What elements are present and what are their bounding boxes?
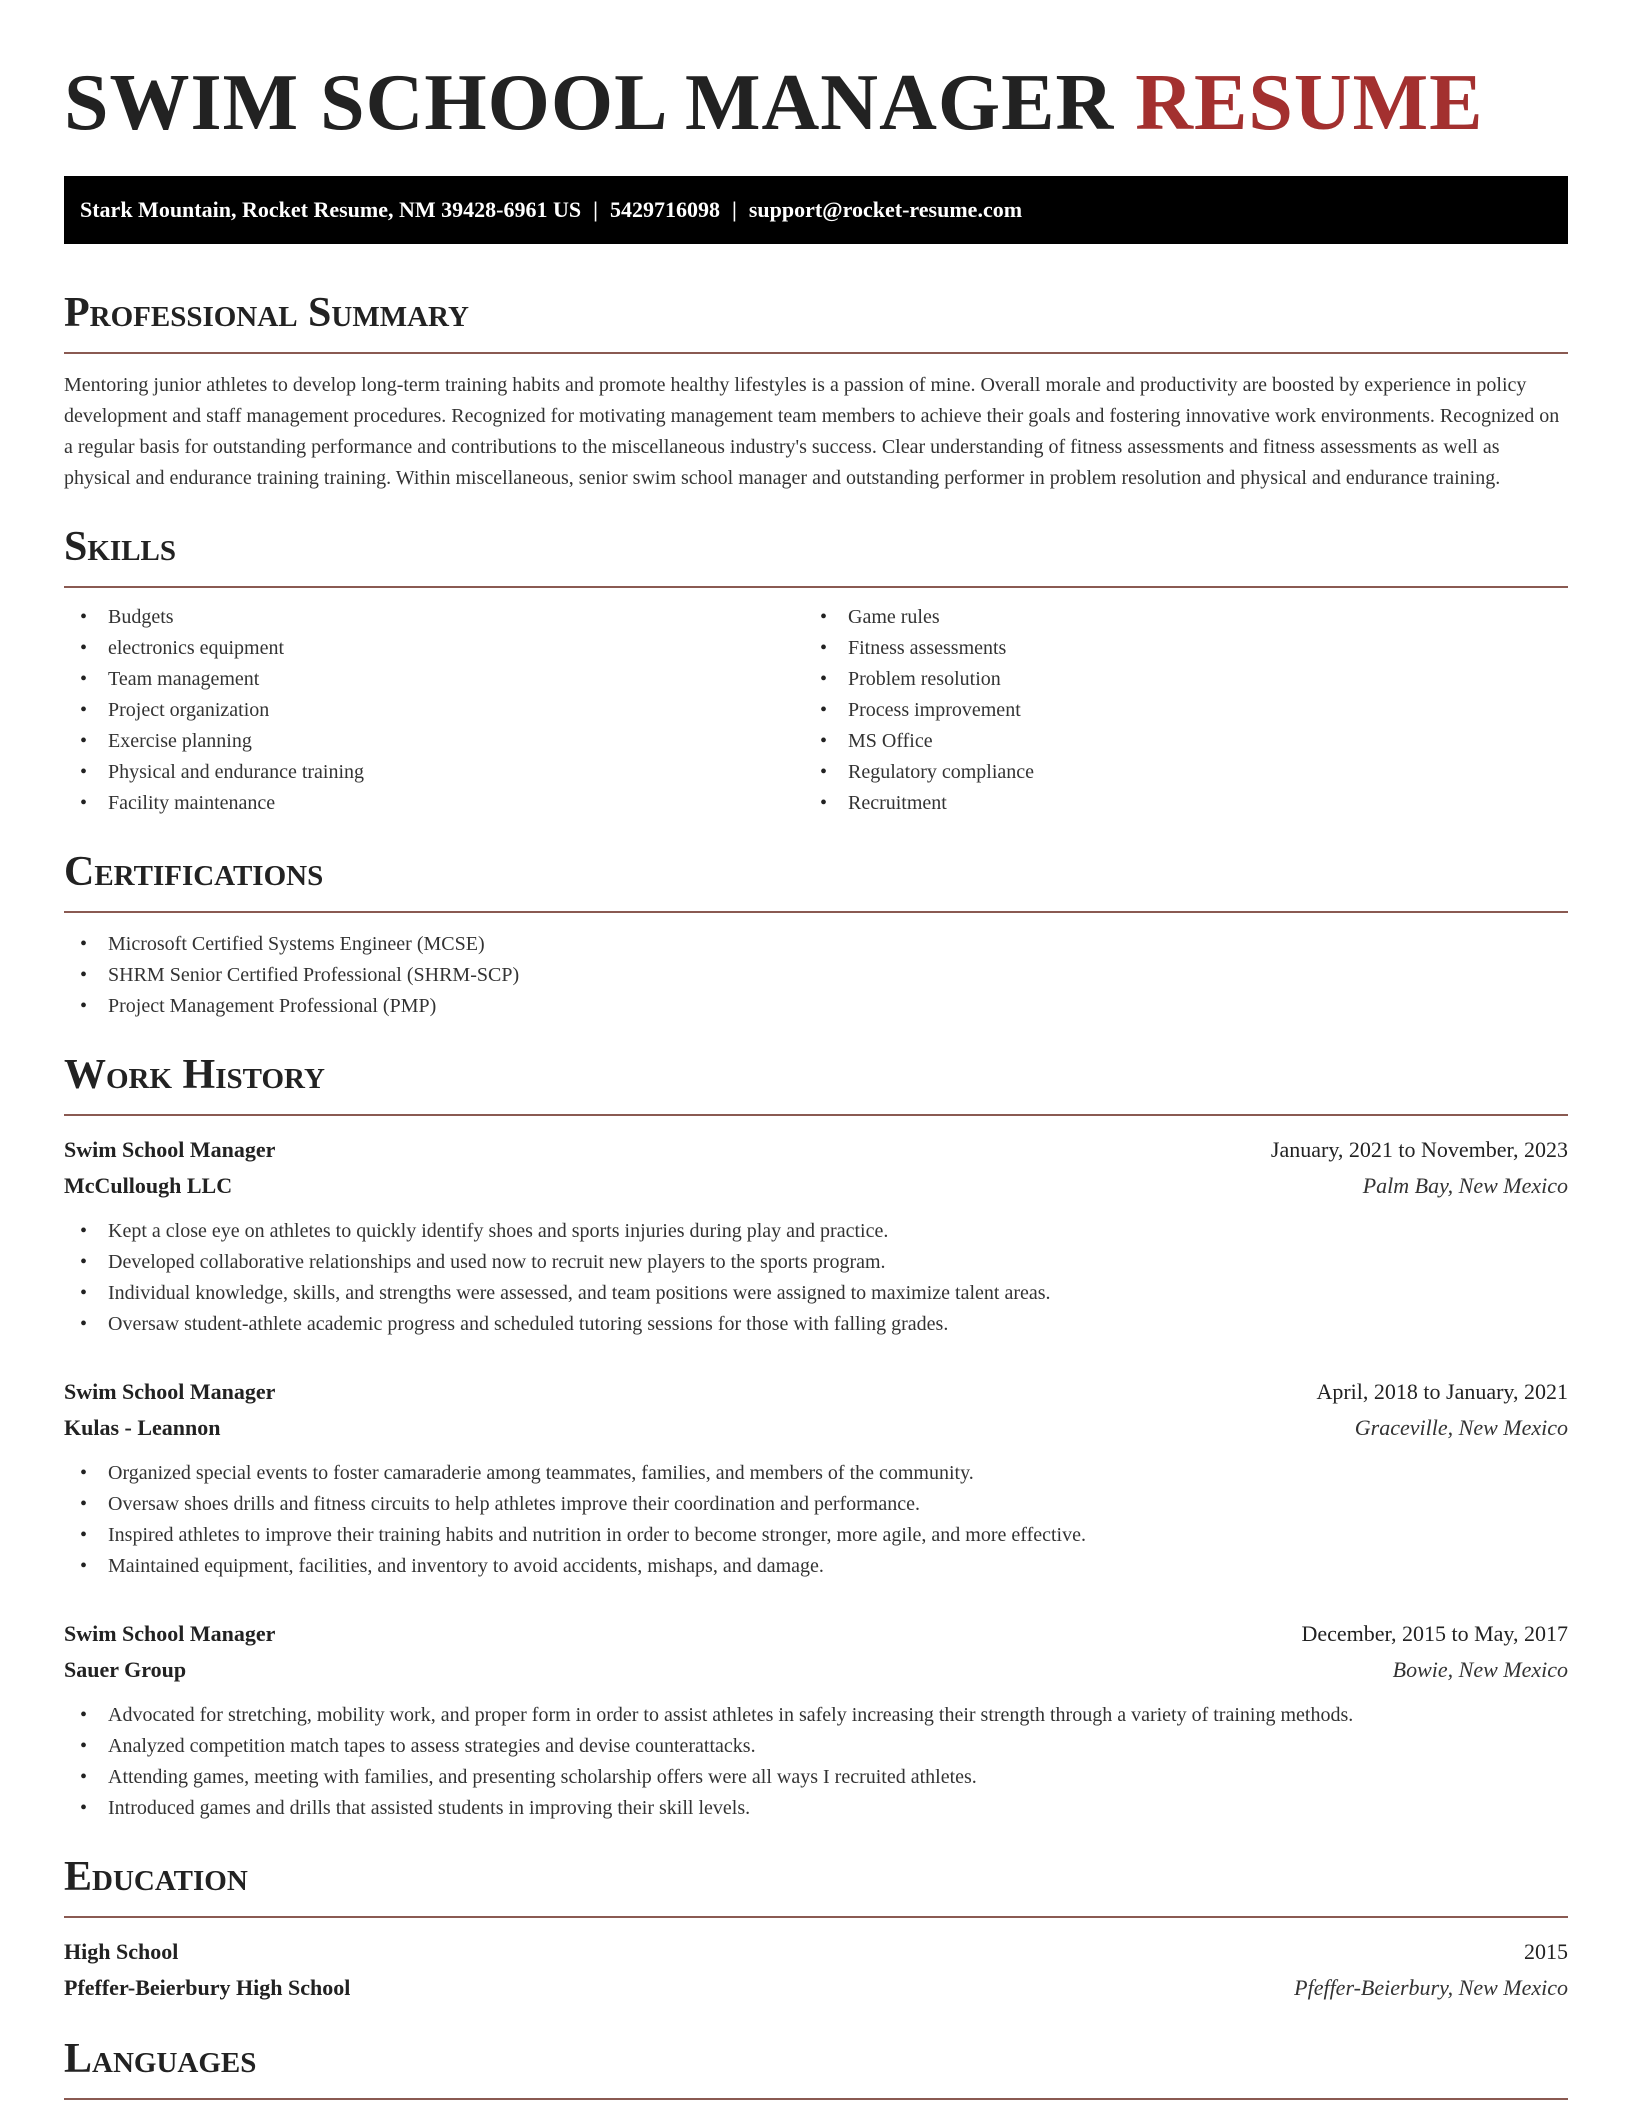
- list-item: • Developed collaborative relationships and used now to recruit new players to the sports program.: [64, 1247, 1568, 1278]
- education-entry: [64, 1934, 1568, 2006]
- list-item: • Process improvement: [804, 695, 1544, 726]
- contact-separator: |: [593, 197, 598, 222]
- job-company: McCullough LLC: [64, 1173, 233, 1198]
- job-bullets: [64, 1458, 1568, 1582]
- job-dates: December, 2015 to May, 2017: [1301, 1621, 1568, 1646]
- list-item: • SHRM Senior Certified Professional (SHRM-SCP): [64, 960, 1568, 991]
- contact-separator: |: [731, 197, 737, 222]
- job-company-row: [64, 1410, 1568, 1446]
- job-title-row: [64, 1616, 1568, 1652]
- list-item: • Team management: [64, 664, 804, 695]
- job-bullets: [64, 1216, 1568, 1340]
- list-item: • Fitness assessments: [804, 633, 1544, 664]
- certifications-section: [64, 847, 1568, 1022]
- education-degree-row: [64, 1934, 1568, 1970]
- list-item: • Attending games, meeting with families, and presenting scholarship offers were all ways I recruited athletes.: [64, 1762, 1568, 1793]
- job-title-row: [64, 1374, 1568, 1410]
- contact-bar: [64, 176, 1568, 244]
- list-item: • Microsoft Certified Systems Engineer (MCSE): [64, 929, 1568, 960]
- page-title: [64, 0, 1568, 148]
- summary-section: [64, 288, 1568, 494]
- education-school: Pfeffer-Beierbury High School: [64, 1975, 351, 2000]
- list-item: • Introduced games and drills that assisted students in improving their skill levels.: [64, 1793, 1568, 1824]
- education-school-row: [64, 1970, 1568, 2006]
- list-item: • Recruitment: [804, 788, 1544, 819]
- work-heading: Work History: [64, 1050, 1568, 1116]
- list-item: • Organized special events to foster camaraderie among teammates, families, and members of the community.: [64, 1458, 1568, 1489]
- title-main: SWIM SCHOOL MANAGER: [64, 59, 1115, 147]
- education-year: 2015: [1524, 1939, 1568, 1964]
- languages-section: [64, 2034, 1568, 2100]
- job-title-row: [64, 1132, 1568, 1168]
- list-item: • Maintained equipment, facilities, and inventory to avoid accidents, mishaps, and damage.: [64, 1551, 1568, 1582]
- job-title: Swim School Manager: [64, 1137, 276, 1162]
- education-location: Pfeffer-Beierbury, New Mexico: [1294, 1975, 1568, 2000]
- list-item: • Project Management Professional (PMP): [64, 991, 1568, 1022]
- education-heading: Education: [64, 1852, 1568, 1918]
- list-item: • MS Office: [804, 726, 1544, 757]
- job-title: Swim School Manager: [64, 1621, 276, 1646]
- job-entry: [64, 1616, 1568, 1824]
- list-item: • Inspired athletes to improve their training habits and nutrition in order to become stronger, more agile, and more effective.: [64, 1520, 1568, 1551]
- list-item: • Physical and endurance training: [64, 757, 804, 788]
- job-company: Kulas - Leannon: [64, 1415, 221, 1440]
- job-entry: [64, 1132, 1568, 1340]
- work-section: [64, 1050, 1568, 1824]
- list-item: • Regulatory compliance: [804, 757, 1544, 788]
- job-company-row: [64, 1652, 1568, 1688]
- education-section: [64, 1852, 1568, 2006]
- summary-heading: Professional Summary: [64, 288, 1568, 354]
- skills-heading: Skills: [64, 522, 1568, 588]
- list-item: • Facility maintenance: [64, 788, 804, 819]
- job-location: Graceville, New Mexico: [1354, 1415, 1568, 1440]
- list-item: • electronics equipment: [64, 633, 804, 664]
- contact-phone: 5429716098: [609, 197, 720, 222]
- job-company: Sauer Group: [64, 1657, 187, 1682]
- skills-list-right: [804, 602, 1544, 819]
- list-item: • Exercise planning: [64, 726, 804, 757]
- certifications-list: [64, 929, 1568, 1022]
- job-dates: April, 2018 to January, 2021: [1316, 1379, 1568, 1404]
- resume-page: [64, 0, 1568, 2100]
- job-company-row: [64, 1168, 1568, 1204]
- list-item: • Individual knowledge, skills, and strengths were assessed, and team positions were assigned to maximize talent areas.: [64, 1278, 1568, 1309]
- summary-text: Mentoring junior athletes to develop long-term training habits and promote healthy lifestyles is a passion of mine. Overall morale and productivity are boosted by experience in policy development and staff management procedures. Recognized for motivating management team members to achieve their goals and fostering innovative work environments. Recognized on a regular basis for outstanding performance and contributions to the miscellaneous industry's success. Clear understanding of fitness assessments and fitness assessments as well as physical and endurance training training. Within miscellaneous, senior swim school manager and outstanding performer in problem resolution and physical and endurance training.: [64, 374, 1560, 489]
- job-location: Palm Bay, New Mexico: [1362, 1173, 1568, 1198]
- contact-email: support@rocket-resume.com: [748, 197, 1023, 222]
- education-degree: High School: [64, 1939, 179, 1964]
- job-location: Bowie, New Mexico: [1392, 1657, 1568, 1682]
- list-item: • Oversaw shoes drills and fitness circuits to help athletes improve their coordination and performance.: [64, 1489, 1568, 1520]
- skills-list-left: [64, 602, 804, 819]
- list-item: • Game rules: [804, 602, 1544, 633]
- title-accent: RESUME: [1135, 59, 1484, 147]
- job-entry: [64, 1374, 1568, 1582]
- certifications-heading: Certifications: [64, 847, 1568, 913]
- list-item: • Kept a close eye on athletes to quickly identify shoes and sports injuries during play and practice.: [64, 1216, 1568, 1247]
- languages-heading: Languages: [64, 2034, 1568, 2100]
- skills-grid: [64, 602, 1568, 819]
- list-item: • Budgets: [64, 602, 804, 633]
- skills-section: [64, 522, 1568, 819]
- list-item: • Analyzed competition match tapes to assess strategies and devise counterattacks.: [64, 1731, 1568, 1762]
- list-item: • Problem resolution: [804, 664, 1544, 695]
- list-item: • Advocated for stretching, mobility work, and proper form in order to assist athletes in safely increasing their strength through a variety of training methods.: [64, 1700, 1568, 1731]
- list-item: • Project organization: [64, 695, 804, 726]
- contact-address: Stark Mountain, Rocket Resume, NM 39428-6961 US: [80, 197, 582, 222]
- job-title: Swim School Manager: [64, 1379, 276, 1404]
- list-item: • Oversaw student-athlete academic progress and scheduled tutoring sessions for those with falling grades.: [64, 1309, 1568, 1340]
- job-dates: January, 2021 to November, 2023: [1270, 1137, 1568, 1162]
- job-bullets: [64, 1700, 1568, 1824]
